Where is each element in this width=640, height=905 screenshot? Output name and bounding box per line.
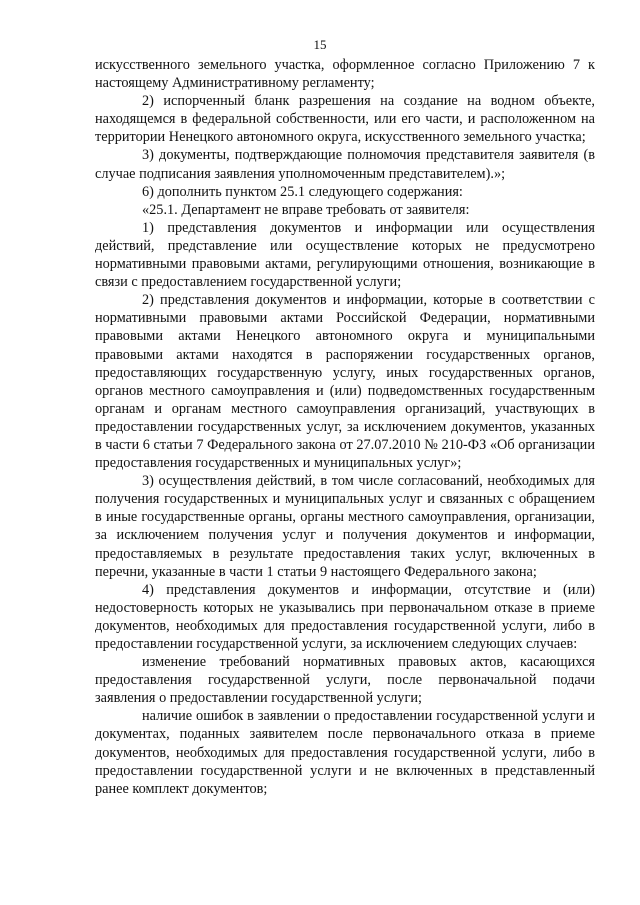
paragraph-clause-25-1-item-3: 3) осуществления действий, в том числе согласований, необходимых для получения государственных и муниципальных услуг и связанных с обращением в иные государственные органы, органы местного самоуправления, организации, за исключением получения услуг и получения документов и информации, предоставляемых в результате предоставления таких услуг, включенных в перечни, указанные в части 1 статьи 9 настоящего Федерального закона; <box>95 473 595 580</box>
paragraph-exception-requirements-change: изменение требований нормативных правовых актов, касающихся предоставления государственной услуги, после первоначальной подачи заявления о предоставлении государственной услуги; <box>95 654 595 707</box>
paragraph-clause-25-1-item-4: 4) представления документов и информации, отсутствие и (или) недостоверность которых не указывались при первоначальном отказе в приеме документов, необходимых для предоставления государственной услуги, либо в предоставлении государственной услуги, за исключением следующих случаев: <box>95 581 595 652</box>
paragraph-clause-25-1: «25.1. Департамент не вправе требовать от заявителя: <box>142 201 470 218</box>
paragraph-item-2-spoiled-form: 2) испорченный бланк разрешения на создание на водном объекте, находящемся в федеральной собственности, или его части, и расположенном на территории Ненецкого автономного округа, искусственного земельного участка; <box>95 93 595 146</box>
page-number: 15 <box>313 37 327 52</box>
paragraph-amendment-6: 6) дополнить пунктом 25.1 следующего содержания: <box>142 183 463 200</box>
paragraph-item-3-authority-documents: 3) документы, подтверждающие полномочия представителя заявителя (в случае подписания заявления уполномоченным представителем).»; <box>95 147 595 182</box>
document-body <box>95 56 595 798</box>
paragraph-exception-errors: наличие ошибок в заявлении о предоставлении государственной услуги и документах, поданных заявителем после первоначального отказа в приеме документов, необходимых для предоставления государственной услуги, либо в предоставлении государственной услуги и не включенных в представленный ранее комплект документов; <box>95 708 595 797</box>
paragraph-continuation: искусственного земельного участка, оформленное согласно Приложению 7 к настоящему Административному регламенту; <box>95 57 595 92</box>
paragraph-clause-25-1-item-2: 2) представления документов и информации, которые в соответствии с нормативными правовыми актами Российской Федерации, нормативными правовыми актами Ненецкого автономного округа и муниципальными правовыми актами находятся в распоряжении государственных органов, предоставляющих государственную услугу, иных государственных органов, органов местного самоуправления и (или) подведомственных государственным органам и органам местного самоуправления организаций, участвующих в предоставлении государственных услуг, за исключением документов, указанных в части 6 статьи 7 Федерального закона от 27.07.2010 № 210-ФЗ «Об организации предоставления государственных и муниципальных услуг»; <box>95 292 595 472</box>
paragraph-clause-25-1-item-1: 1) представления документов и информации или осуществления действий, представление или осуществление которых не предусмотрено нормативными правовыми актами, регулирующими отношения, возникающие в связи с предоставлением государственной услуги; <box>95 219 595 291</box>
